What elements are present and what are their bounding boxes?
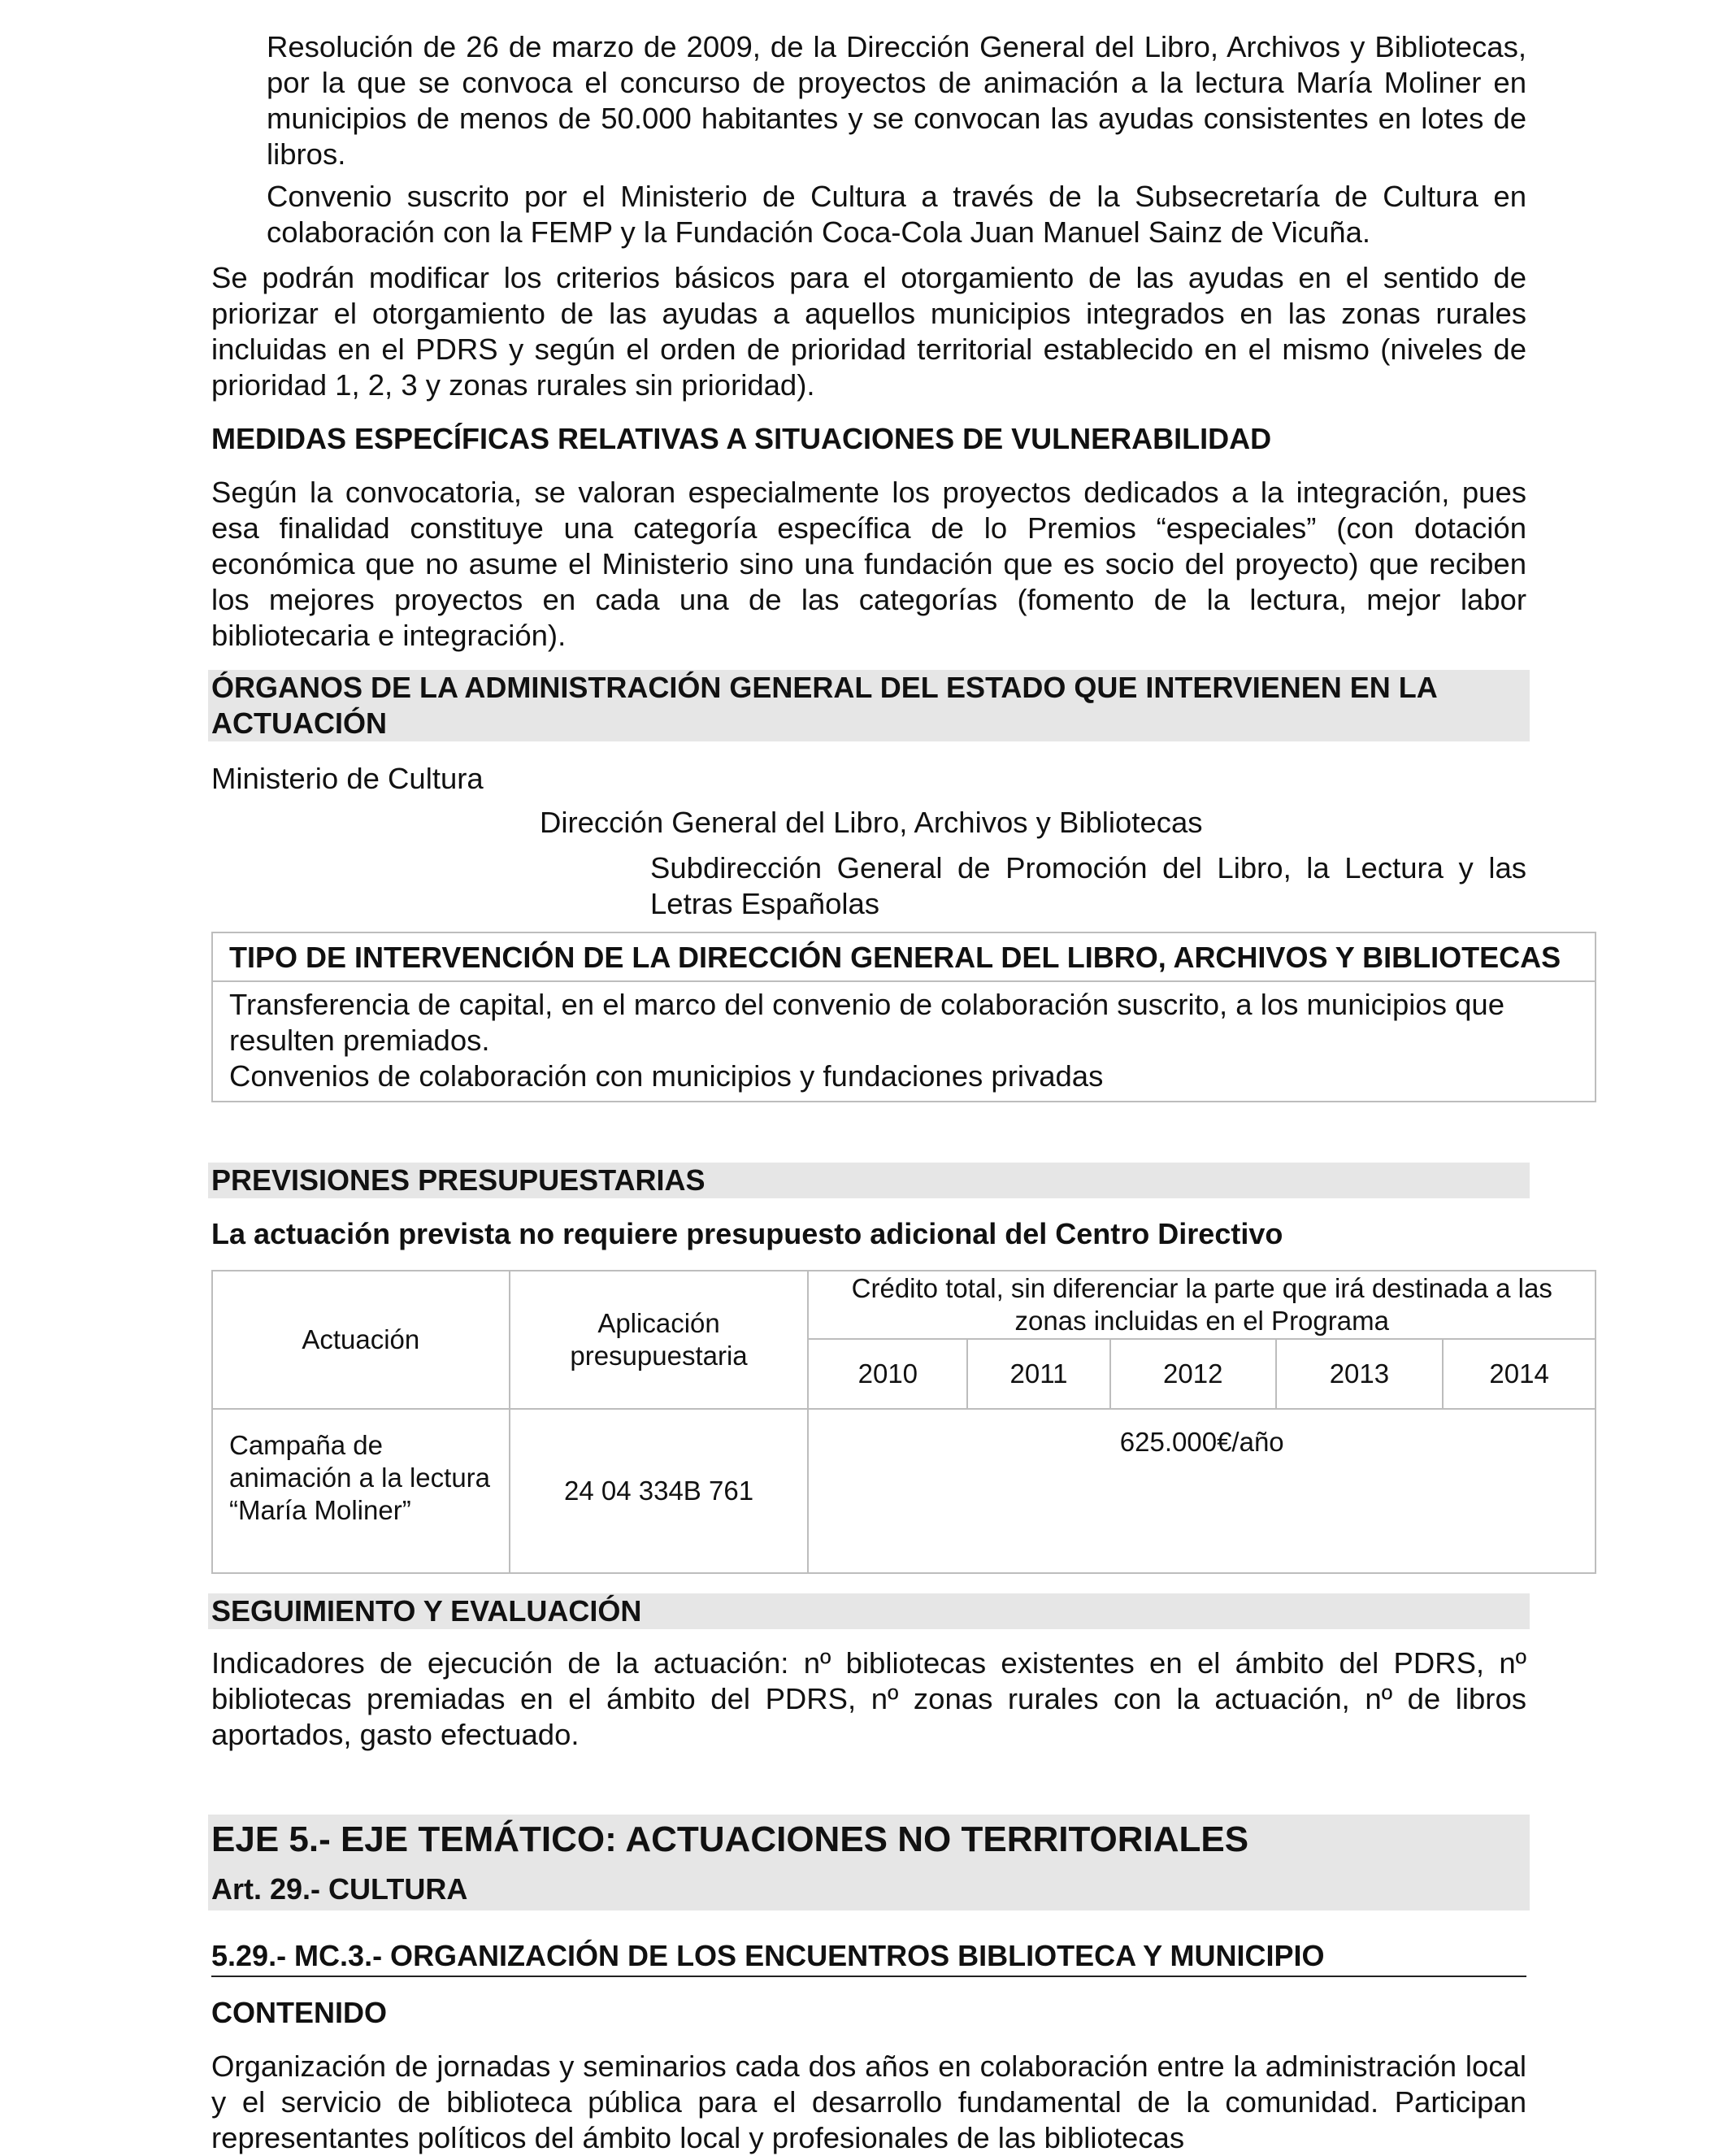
paragraph-resolucion: Resolución de 26 de marzo de 2009, de la Dirección General del Libro, Archivos y Bibliotecas, por la que se convoca el concurso de proyectos de animación a la lectura María Moliner en municipios de menos de 50.000 habitantes y se convocan las ayudas consistentes en lotes de libros. [267,30,1526,171]
year-2013: 2013 [1276,1339,1444,1409]
col-header-aplicacion: Aplicación presupuestaria [510,1271,809,1409]
heading-medida: 5.29.- MC.3.- ORGANIZACIÓN DE LOS ENCUENTROS BIBLIOTECA Y MUNICIPIO [211,1939,1325,1972]
org-direccion-general: Dirección General del Libro, Archivos y Bibliotecas [540,806,1203,839]
heading-contenido: CONTENIDO [211,1996,387,2029]
heading-seguimiento: SEGUIMIENTO Y EVALUACIÓN [208,1593,1530,1629]
tipo-line-convenios: Convenios de colaboración con municipios y fundaciones privadas [229,1059,1104,1093]
paragraph-convenio: Convenio suscrito por el Ministerio de Cultura a través de la Subsecretaría de Cultura en colaboración con la FEMP y la Fundación Coca-Cola Juan Manuel Sainz de Vicuña. [267,180,1526,249]
year-2010: 2010 [808,1339,967,1409]
col-header-actuacion: Actuación [212,1271,510,1409]
budget-table [211,1270,1596,1574]
paragraph-criterios: Se podrán modificar los criterios básicos para el otorgamiento de las ayudas en el sentido de priorizar el otorgamiento de las ayudas a aquellos municipios integrados en las zonas rurales incluidas en el PDRS y según el orden de prioridad territorial establecido en el mismo (niveles de prioridad 1, 2, 3 y zonas rurales sin prioridad). [211,261,1526,402]
tipo-intervencion-heading: TIPO DE INTERVENCIÓN DE LA DIRECCIÓN GENERAL DEL LIBRO, ARCHIVOS Y BIBLIOTECAS [213,933,1595,982]
row-credito: 625.000€/año [808,1409,1596,1573]
paragraph-contenido: Organización de jornadas y seminarios cada dos años en colaboración entre la administración local y el servicio de biblioteca pública para el desarrollo fundamental de la comunidad. Participan representantes políticos del ámbito local y profesionales de las bibliotecas [211,2050,1526,2154]
paragraph-medidas: Según la convocatoria, se valoran especialmente los proyectos dedicados a la integración, pues esa finalidad constituye una categoría específica de lo Premios “especiales” (con dotación económica que no asume el Ministerio sino una fundación que es socio del proyecto) que reciben los mejores proyectos en cada una de las categorías (fomento de la lectura, mejor labor bibliotecaria e integración). [211,476,1526,652]
heading-previsiones: PREVISIONES PRESUPUESTARIAS [208,1163,1530,1198]
org-subdireccion: Subdirección General de Promoción del Libro, la Lectura y las Letras Españolas [650,851,1526,920]
medida-underline [211,1976,1526,1977]
paragraph-seguimiento: Indicadores de ejecución de la actuación: nº bibliotecas existentes en el ámbito del PDRS, nº bibliotecas premiadas en el ámbito del PDRS, nº zonas rurales con la actuación, nº de libros aportados, gasto efectuado. [211,1646,1526,1751]
org-ministerio: Ministerio de Cultura [211,762,484,795]
tipo-intervencion-content [213,982,1595,1101]
heading-art: Art. 29.- CULTURA [211,1872,468,1906]
year-2014: 2014 [1443,1339,1596,1409]
col-header-credito: Crédito total, sin diferenciar la parte que irá destinada a las zonas incluidas en el Programa [808,1271,1596,1339]
year-2011: 2011 [967,1339,1110,1409]
year-2012: 2012 [1110,1339,1276,1409]
eje-banner [208,1815,1530,1910]
tipo-intervencion-box [211,932,1596,1102]
heading-eje: EJE 5.- EJE TEMÁTICO: ACTUACIONES NO TERRITORIALES [211,1819,1249,1859]
row-actuacion: Campaña de animación a la lectura “María Moliner” [212,1409,510,1573]
tipo-line-transferencia: Transferencia de capital, en el marco del convenio de colaboración suscrito, a los municipios que resulten premiados. [229,988,1505,1057]
row-aplicacion: 24 04 334B 761 [510,1409,809,1573]
heading-medidas: MEDIDAS ESPECÍFICAS RELATIVAS A SITUACIONES DE VULNERABILIDAD [211,422,1272,455]
heading-actuacion-prevista: La actuación prevista no requiere presupuesto adicional del Centro Directivo [211,1217,1283,1250]
heading-organos: ÓRGANOS DE LA ADMINISTRACIÓN GENERAL DEL ESTADO QUE INTERVIENEN EN LA ACTUACIÓN [208,670,1530,741]
